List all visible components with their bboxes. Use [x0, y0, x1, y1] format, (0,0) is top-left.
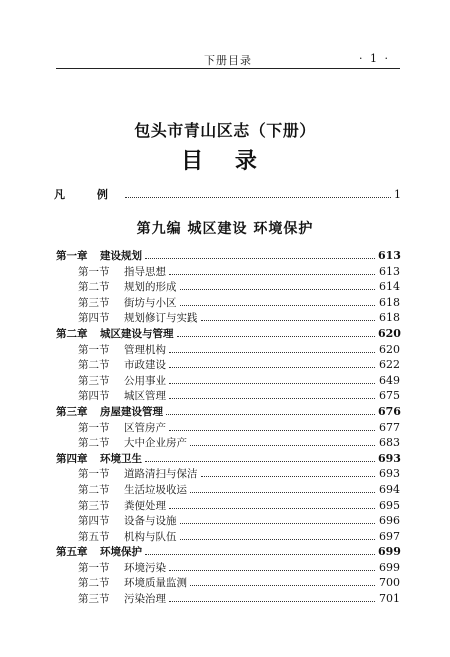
toc-list: [56, 248, 400, 607]
toc-entry-title: 规划的形成: [124, 281, 177, 294]
toc-section-entry[interactable]: [56, 575, 400, 591]
toc-entry-page: 622: [379, 358, 400, 372]
toc-section-entry[interactable]: [56, 279, 400, 295]
dot-leader: [169, 592, 375, 602]
toc-entry-page: 701: [379, 592, 400, 606]
toc-entry-title: 设备与设施: [124, 515, 177, 528]
toc-entry-title: 机构与队伍: [124, 530, 177, 543]
toc-entry-title: 公用事业: [124, 374, 166, 387]
toc-entry-number: 第一节: [78, 421, 110, 434]
dot-leader: [180, 296, 376, 306]
toc-entry-number: 第四节: [78, 515, 110, 528]
toc-entry-number: 第三节: [78, 499, 110, 512]
toc-entry-number: 第二节: [78, 483, 110, 496]
dot-leader: [190, 436, 375, 446]
toc-entry-number: 第四节: [78, 390, 110, 403]
toc-entry-title: 生活垃圾收运: [124, 483, 187, 496]
toc-entry-page: 613: [379, 264, 400, 278]
dot-leader: [180, 280, 376, 290]
toc-entry-title: 指导思想: [124, 265, 166, 278]
toc-entry-fanli[interactable]: [54, 186, 401, 200]
dot-leader: [180, 514, 376, 524]
fanli-label: 凡 例: [54, 188, 122, 201]
dot-leader: [169, 561, 375, 571]
toc-entry-page: 618: [379, 311, 400, 325]
toc-entry-page: 693: [379, 467, 400, 481]
toc-entry-page: 695: [379, 498, 400, 512]
toc-entry-title: 环境污染: [124, 561, 166, 574]
toc-entry-page: 620: [378, 326, 401, 340]
dot-leader: [190, 483, 375, 493]
toc-title: 目 录: [181, 148, 269, 174]
dot-leader: [169, 374, 375, 384]
dot-leader: [169, 499, 375, 509]
toc-entry-number: 第二节: [78, 577, 110, 590]
running-header: [56, 52, 400, 69]
toc-entry-number: 第三节: [78, 593, 110, 606]
toc-entry-page: 696: [379, 514, 400, 528]
toc-chapter-entry[interactable]: [56, 248, 400, 264]
dot-leader: [177, 327, 376, 337]
toc-entry-number: 第三节: [78, 296, 110, 309]
toc-chapter-entry[interactable]: [56, 451, 400, 467]
toc-entry-page: 699: [378, 545, 401, 559]
toc-section-entry[interactable]: [56, 310, 400, 326]
book-title: 包头市青山区志（下册）: [134, 121, 316, 140]
dot-leader: [180, 530, 376, 540]
toc-section-entry[interactable]: [56, 513, 400, 529]
dot-leader: [201, 311, 376, 321]
dot-leader: [125, 188, 391, 198]
toc-section-entry[interactable]: [56, 498, 400, 514]
toc-entry-page: 649: [379, 373, 400, 387]
toc-section-entry[interactable]: [56, 560, 400, 576]
toc-entry-page: 683: [379, 436, 400, 450]
toc-entry-page: 614: [379, 280, 400, 294]
dot-leader: [169, 389, 375, 399]
toc-entry-title: 城区建设与管理: [100, 327, 174, 340]
toc-entry-number: 第五节: [78, 530, 110, 543]
toc-entry-number: 第一节: [78, 561, 110, 574]
toc-entry-page: 693: [378, 451, 401, 465]
dot-leader: [169, 358, 375, 368]
toc-entry-title: 环境保护: [100, 546, 142, 559]
toc-section-entry[interactable]: [56, 373, 400, 389]
toc-section-entry[interactable]: [56, 420, 400, 436]
toc-section-entry[interactable]: [56, 264, 400, 280]
toc-entry-title: 管理机构: [124, 343, 166, 356]
toc-section-entry[interactable]: [56, 342, 400, 358]
toc-entry-number: 第三章: [56, 405, 88, 418]
toc-chapter-entry[interactable]: [56, 544, 400, 560]
toc-section-entry[interactable]: [56, 388, 400, 404]
toc-entry-number: 第四节: [78, 312, 110, 325]
toc-entry-title: 环境卫生: [100, 452, 142, 465]
dot-leader: [201, 467, 376, 477]
dot-leader: [169, 265, 375, 275]
toc-section-entry[interactable]: [56, 357, 400, 373]
toc-entry-number: 第四章: [56, 452, 88, 465]
toc-entry-title: 市政建设: [124, 359, 166, 372]
toc-section-entry[interactable]: [56, 529, 400, 545]
toc-entry-title: 房屋建设管理: [100, 405, 163, 418]
dot-leader: [145, 452, 375, 462]
toc-entry-page: 699: [379, 560, 400, 574]
dot-leader: [169, 421, 375, 431]
toc-entry-title: 污染治理: [124, 593, 166, 606]
toc-entry-number: 第一节: [78, 265, 110, 278]
dot-leader: [145, 249, 375, 259]
toc-entry-title: 街坊与小区: [124, 296, 177, 309]
dot-leader: [145, 545, 375, 555]
toc-entry-page: 677: [379, 420, 400, 434]
toc-entry-title: 建设规划: [100, 250, 142, 262]
toc-entry-page: 694: [379, 482, 400, 496]
toc-entry-number: 第一节: [78, 343, 110, 356]
toc-entry-title: 道路清扫与保洁: [124, 468, 198, 481]
toc-entry-number: 第五章: [56, 546, 88, 559]
toc-entry-number: 第二节: [78, 359, 110, 372]
toc-entry-page: 700: [379, 576, 400, 590]
toc-entry-page: 613: [378, 249, 401, 262]
section-title: 第九编 城区建设 环境保护: [136, 221, 314, 237]
toc-entry-page: 620: [379, 342, 400, 356]
dot-leader: [190, 576, 375, 586]
toc-entry-page: 697: [379, 529, 400, 543]
toc-entry-title: 环境质量监测: [124, 577, 187, 590]
toc-entry-page: 675: [379, 389, 400, 403]
toc-entry-number: 第三节: [78, 374, 110, 387]
toc-section-entry[interactable]: [56, 482, 400, 498]
toc-entry-title: 规划修订与实践: [124, 312, 198, 325]
running-header-title: 下册目录: [204, 54, 252, 67]
toc-entry-title: 区管房产: [124, 421, 166, 434]
toc-section-entry[interactable]: [56, 466, 400, 482]
toc-section-entry[interactable]: [56, 435, 400, 451]
page-number: · 1 ·: [359, 52, 390, 65]
toc-entry-number: 第一节: [78, 468, 110, 481]
toc-entry-number: 第二章: [56, 327, 88, 340]
toc-entry-page: 676: [378, 404, 401, 418]
fanli-page: 1: [394, 188, 401, 201]
toc-chapter-entry[interactable]: [56, 326, 400, 342]
toc-entry-number: 第一章: [56, 250, 88, 262]
toc-entry-title: 粪便处理: [124, 499, 166, 512]
toc-section-entry[interactable]: [56, 591, 400, 607]
toc-entry-number: 第二节: [78, 437, 110, 450]
dot-leader: [169, 343, 375, 353]
toc-entry-page: 618: [379, 295, 400, 309]
toc-chapter-entry[interactable]: [56, 404, 400, 420]
toc-section-entry[interactable]: [56, 295, 400, 311]
toc-entry-number: 第二节: [78, 281, 110, 294]
toc-entry-title: 大中企业房产: [124, 437, 187, 450]
dot-leader: [166, 405, 375, 415]
toc-entry-title: 城区管理: [124, 390, 166, 403]
